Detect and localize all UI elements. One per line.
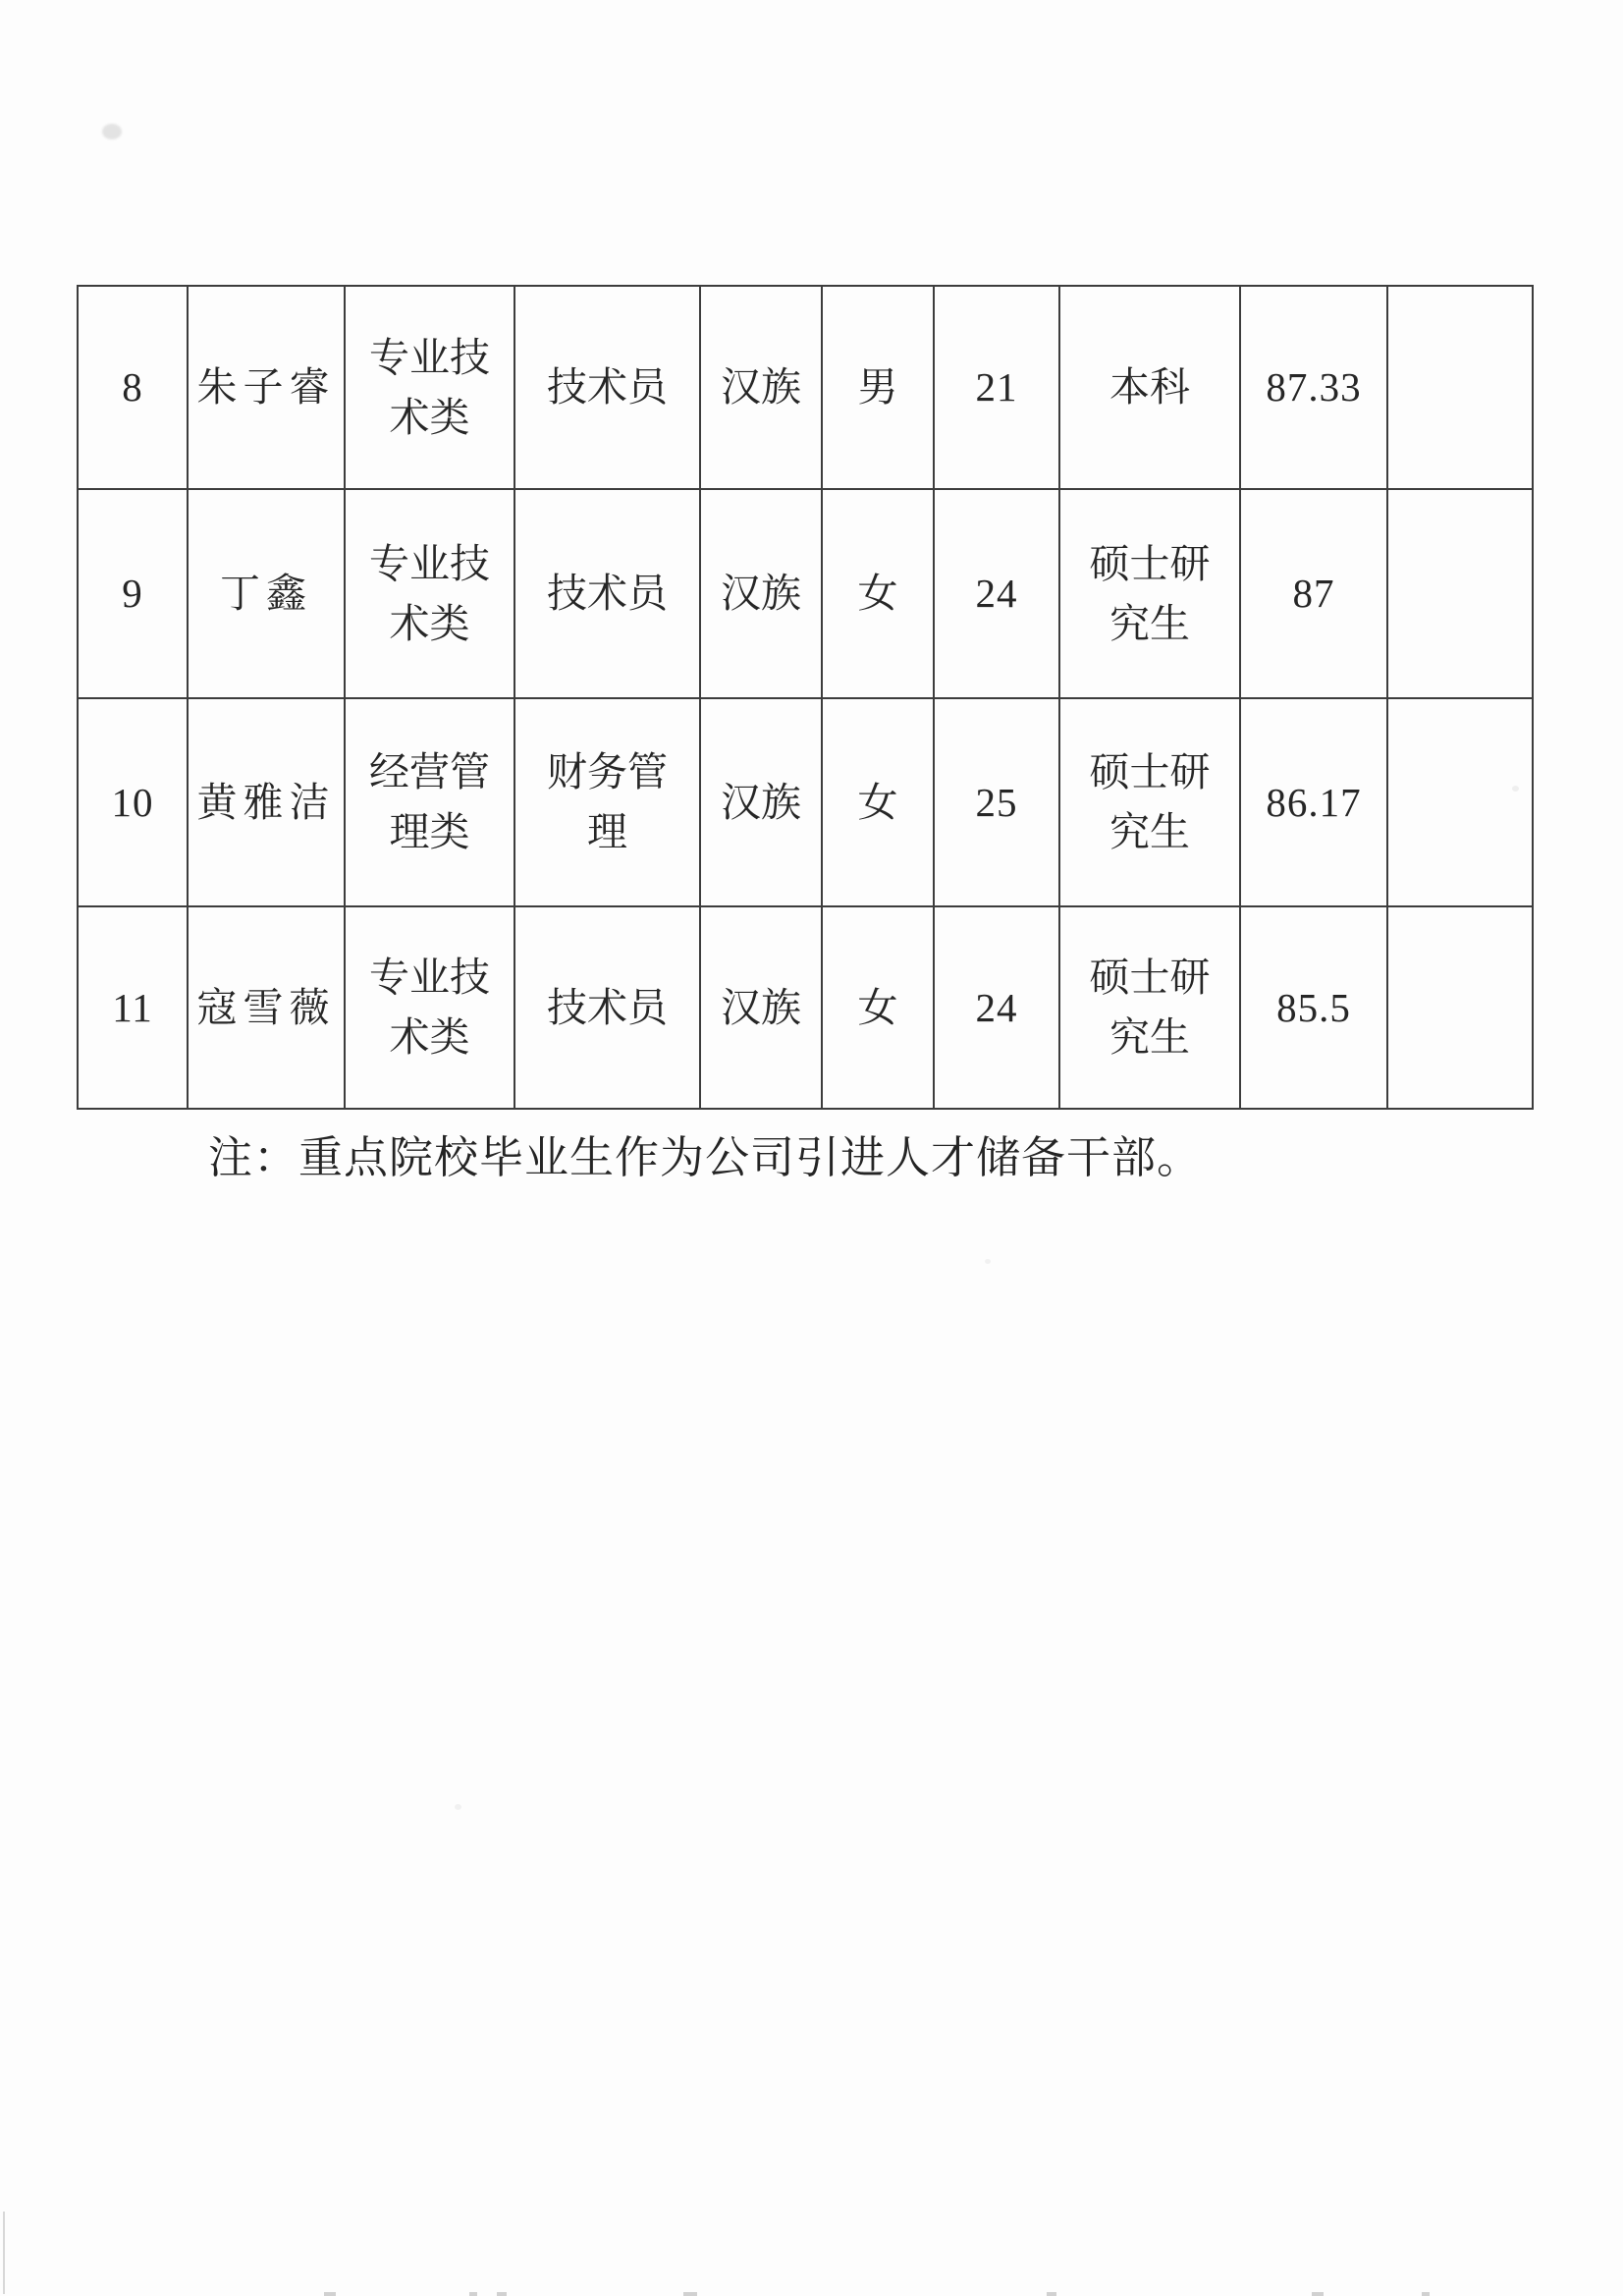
scan-artifact [1422,2292,1430,2296]
ethnicity-cell: 汉族 [700,286,822,489]
position-cell: 财务管理 [514,698,700,906]
ethnicity-cell: 汉族 [700,489,822,698]
gender-cell: 女 [822,906,934,1109]
ethnicity-cell: 汉族 [700,698,822,906]
serial-cell: 9 [78,489,188,698]
position-cell: 技术员 [514,286,700,489]
name-cell: 寇雪薇 [188,906,345,1109]
education-cell: 硕士研究生 [1059,489,1240,698]
serial-cell: 8 [78,286,188,489]
age-cell: 21 [934,286,1059,489]
score-cell: 85.5 [1240,906,1387,1109]
gender-cell: 男 [822,286,934,489]
scan-artifact [683,2292,697,2296]
scan-artifact [3,2212,5,2294]
table-row [78,286,1533,489]
scan-artifact [1512,786,1519,792]
remarks-cell [1387,489,1533,698]
remarks-cell [1387,698,1533,906]
category-cell: 专业技术类 [345,489,514,698]
serial-cell: 11 [78,906,188,1109]
name-cell: 朱子睿 [188,286,345,489]
category-cell: 专业技术类 [345,906,514,1109]
position-cell: 技术员 [514,906,700,1109]
scan-artifact [102,124,122,139]
age-cell: 24 [934,489,1059,698]
table-row [78,489,1533,698]
personnel-table [77,285,1534,1110]
score-cell: 86.17 [1240,698,1387,906]
ethnicity-cell: 汉族 [700,906,822,1109]
name-cell: 丁鑫 [188,489,345,698]
age-cell: 24 [934,906,1059,1109]
gender-cell: 女 [822,698,934,906]
score-cell: 87.33 [1240,286,1387,489]
scan-artifact [469,2292,477,2296]
age-cell: 25 [934,698,1059,906]
category-cell: 专业技术类 [345,286,514,489]
education-cell: 硕士研究生 [1059,698,1240,906]
serial-cell: 10 [78,698,188,906]
scan-artifact [497,2292,507,2296]
scan-artifact [985,1259,991,1264]
scan-artifact [455,1804,461,1810]
scan-artifact [1047,2292,1056,2296]
score-cell: 87 [1240,489,1387,698]
footnote: 注：重点院校毕业生作为公司引进人才储备干部。 [208,1133,1203,1182]
category-cell: 经营管理类 [345,698,514,906]
remarks-cell [1387,286,1533,489]
scan-artifact [1312,2292,1324,2296]
education-cell: 本科 [1059,286,1240,489]
gender-cell: 女 [822,489,934,698]
remarks-cell [1387,906,1533,1109]
name-cell: 黄雅洁 [188,698,345,906]
scan-artifact [324,2292,336,2296]
table-row [78,698,1533,906]
education-cell: 硕士研究生 [1059,906,1240,1109]
table-row [78,906,1533,1109]
position-cell: 技术员 [514,489,700,698]
